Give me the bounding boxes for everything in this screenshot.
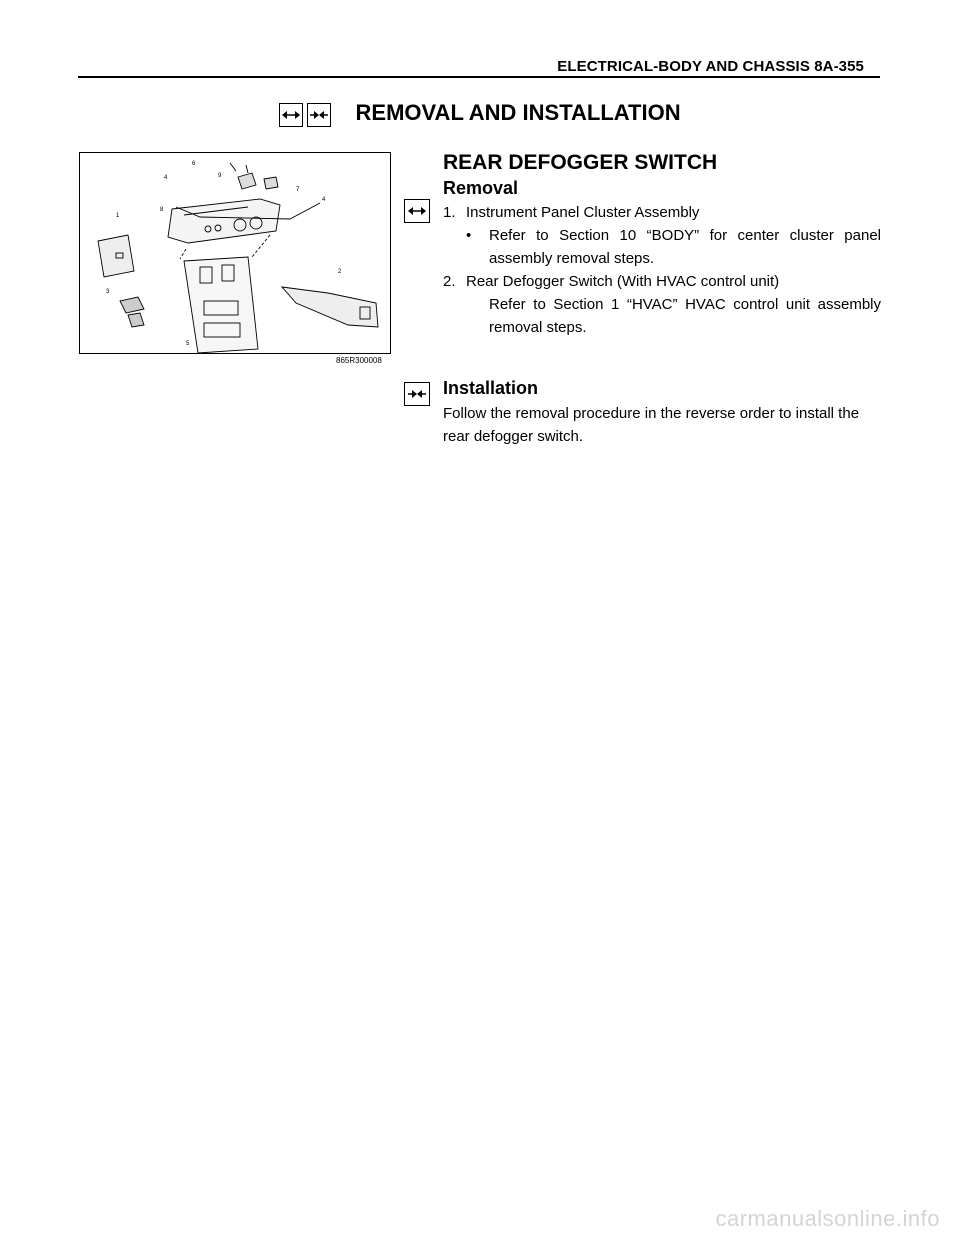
step-text: Rear Defogger Switch (With HVAC control unit)	[466, 273, 780, 290]
installation-arrows-icon	[404, 382, 430, 406]
step-text: Instrument Panel Cluster Assembly	[466, 204, 700, 221]
installation-section	[443, 376, 881, 448]
step-number: 1.	[443, 204, 456, 221]
removal-step-2	[443, 270, 881, 293]
bullet-dot: •	[466, 227, 472, 244]
figure-callout-7: 7	[296, 187, 300, 193]
figure-callout-5: 5	[186, 341, 190, 347]
section-title: REAR DEFOGGER SWITCH	[443, 151, 718, 174]
figure-callout-3: 3	[106, 289, 110, 295]
step-number: 2.	[443, 273, 456, 290]
installation-text: Follow the removal procedure in the reverse order to install the rear defogger switch.	[443, 405, 860, 445]
instrument-panel-diagram	[80, 153, 390, 353]
page-title: REMOVAL AND INSTALLATION	[355, 100, 681, 125]
title-icons	[279, 97, 335, 131]
removal-heading: Removal	[443, 178, 519, 198]
figure-callout-8: 8	[160, 207, 164, 213]
removal-step-1-bullet	[466, 224, 881, 270]
removal-step-1	[443, 201, 881, 224]
header-title: ELECTRICAL-BODY AND CHASSIS 8A-355	[557, 58, 864, 75]
figure-callout-4b: 4	[322, 197, 326, 203]
figure-callout-1: 1	[116, 213, 120, 219]
exploded-view-figure	[79, 152, 391, 354]
removal-section	[443, 150, 881, 339]
bullet-text: Refer to Section 10 “BODY” for center cluster panel assembly removal steps.	[489, 227, 881, 267]
watermark: carmanualsonline.info	[715, 1206, 940, 1231]
removal-arrows-icon	[279, 103, 303, 127]
figure-code: 865R300008	[336, 356, 382, 365]
figure-callout-4a: 4	[164, 175, 168, 181]
figure-callout-9: 9	[218, 173, 222, 179]
removal-step-2-note: Refer to Section 1 “HVAC” HVAC control unit assembly removal steps.	[489, 296, 881, 336]
figure-callout-6: 6	[192, 161, 196, 167]
installation-heading: Installation	[443, 378, 539, 398]
header-rule	[78, 76, 880, 78]
installation-arrows-icon	[307, 103, 331, 127]
figure-callout-2: 2	[338, 269, 342, 275]
page-title-row	[0, 96, 960, 131]
removal-arrows-icon	[404, 199, 430, 223]
